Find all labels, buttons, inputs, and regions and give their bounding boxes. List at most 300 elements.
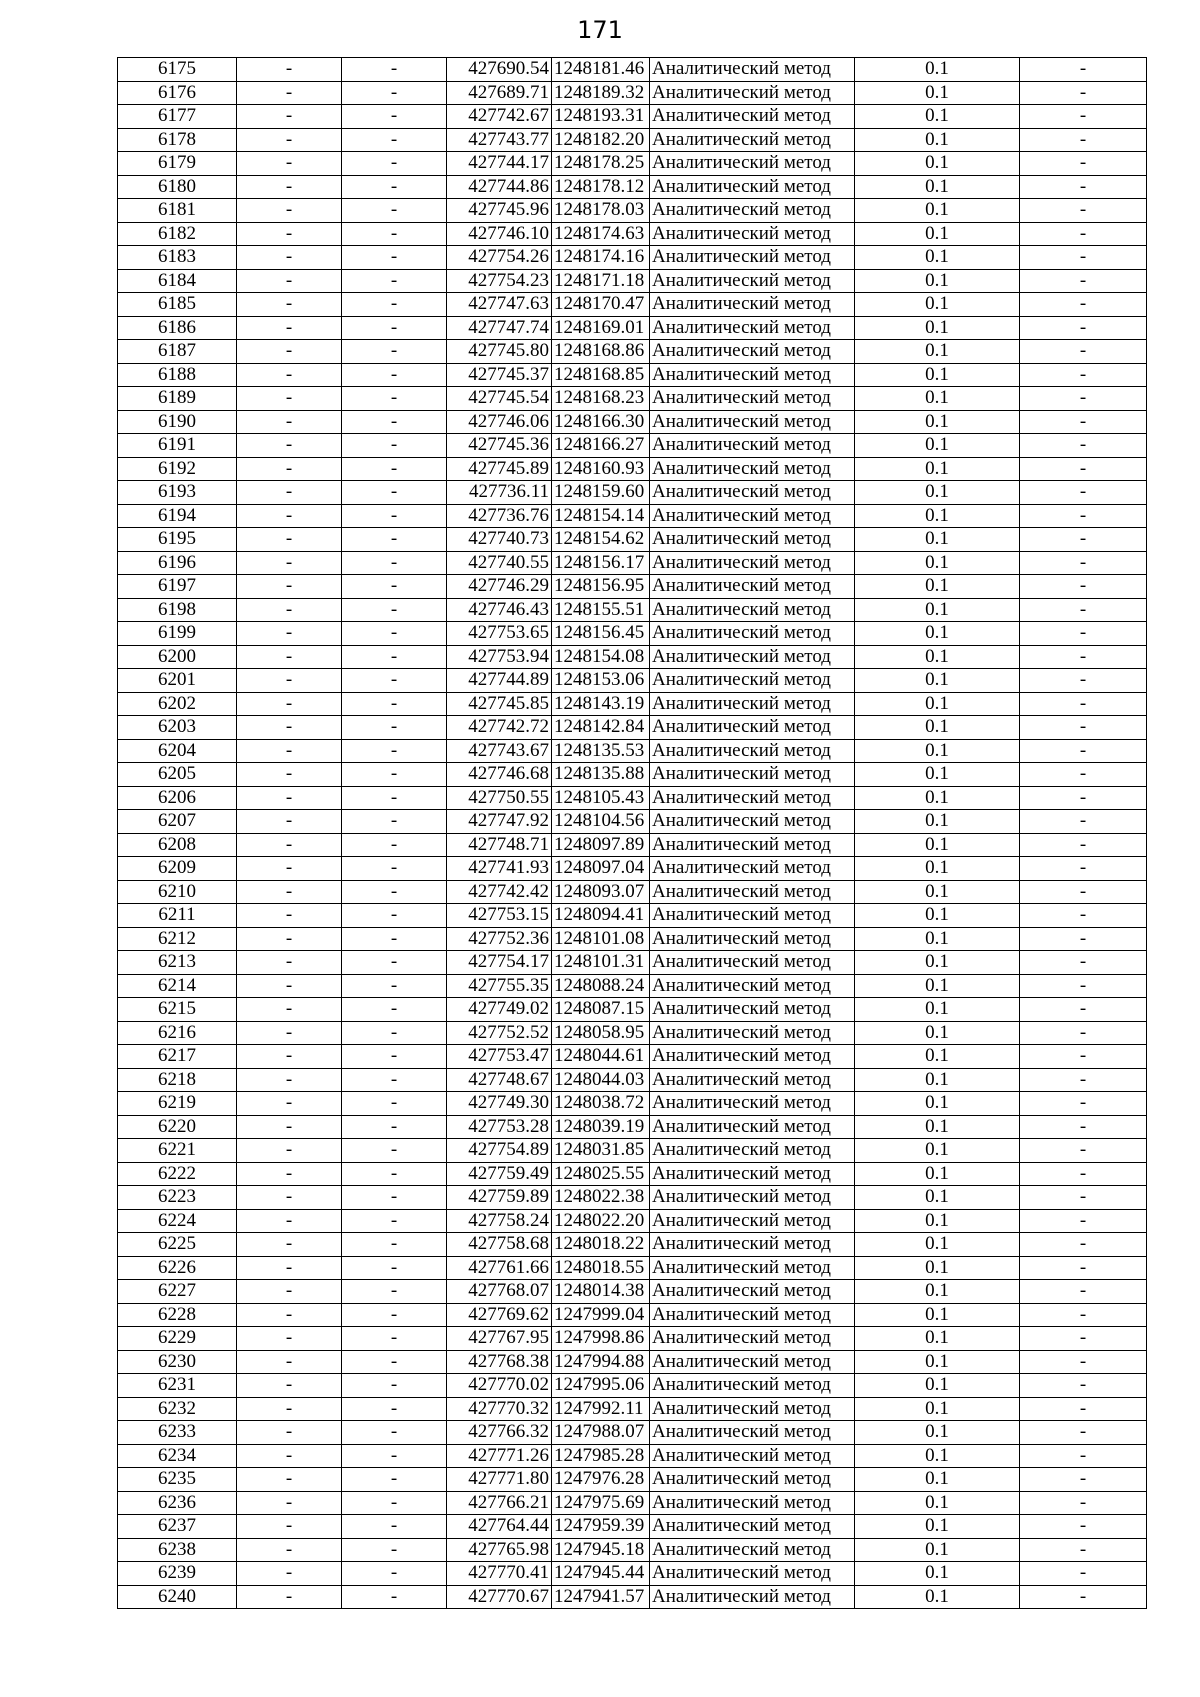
point-number-cell: 6193 <box>118 481 237 505</box>
point-number-cell: 6197 <box>118 575 237 599</box>
method-cell: Аналитический метод <box>650 152 855 176</box>
point-number-cell: 6214 <box>118 974 237 998</box>
empty-cell-a: - <box>237 1186 342 1210</box>
y-coordinate-cell: 1248160.93 <box>552 457 650 481</box>
accuracy-cell: 0.1 <box>855 340 1020 364</box>
table-row <box>118 669 1147 693</box>
table-row <box>118 998 1147 1022</box>
y-coordinate-cell: 1248174.63 <box>552 222 650 246</box>
method-cell: Аналитический метод <box>650 1021 855 1045</box>
table-row <box>118 833 1147 857</box>
accuracy-cell: 0.1 <box>855 504 1020 528</box>
accuracy-cell: 0.1 <box>855 927 1020 951</box>
table-row <box>118 175 1147 199</box>
table-row <box>118 645 1147 669</box>
method-cell: Аналитический метод <box>650 457 855 481</box>
accuracy-cell: 0.1 <box>855 1115 1020 1139</box>
empty-cell-a: - <box>237 927 342 951</box>
x-coordinate-cell: 427767.95 <box>447 1327 552 1351</box>
method-cell: Аналитический метод <box>650 1209 855 1233</box>
accuracy-cell: 0.1 <box>855 316 1020 340</box>
x-coordinate-cell: 427743.77 <box>447 128 552 152</box>
empty-cell-b: - <box>342 363 447 387</box>
empty-cell-a: - <box>237 880 342 904</box>
point-number-cell: 6213 <box>118 951 237 975</box>
x-coordinate-cell: 427749.30 <box>447 1092 552 1116</box>
empty-cell-c: - <box>1020 622 1147 646</box>
x-coordinate-cell: 427766.21 <box>447 1491 552 1515</box>
method-cell: Аналитический метод <box>650 269 855 293</box>
x-coordinate-cell: 427764.44 <box>447 1515 552 1539</box>
empty-cell-a: - <box>237 105 342 129</box>
point-number-cell: 6195 <box>118 528 237 552</box>
x-coordinate-cell: 427746.68 <box>447 763 552 787</box>
method-cell: Аналитический метод <box>650 410 855 434</box>
x-coordinate-cell: 427744.86 <box>447 175 552 199</box>
x-coordinate-cell: 427770.02 <box>447 1374 552 1398</box>
x-coordinate-cell: 427746.10 <box>447 222 552 246</box>
table-row <box>118 128 1147 152</box>
x-coordinate-cell: 427752.52 <box>447 1021 552 1045</box>
y-coordinate-cell: 1248166.30 <box>552 410 650 434</box>
table-row <box>118 1303 1147 1327</box>
method-cell: Аналитический метод <box>650 434 855 458</box>
point-number-cell: 6207 <box>118 810 237 834</box>
point-number-cell: 6178 <box>118 128 237 152</box>
empty-cell-b: - <box>342 1186 447 1210</box>
empty-cell-b: - <box>342 669 447 693</box>
method-cell: Аналитический метод <box>650 951 855 975</box>
empty-cell-a: - <box>237 481 342 505</box>
y-coordinate-cell: 1247985.28 <box>552 1444 650 1468</box>
empty-cell-c: - <box>1020 128 1147 152</box>
table-row <box>118 622 1147 646</box>
empty-cell-c: - <box>1020 1562 1147 1586</box>
method-cell: Аналитический метод <box>650 58 855 82</box>
accuracy-cell: 0.1 <box>855 1092 1020 1116</box>
table-row <box>118 1092 1147 1116</box>
point-number-cell: 6177 <box>118 105 237 129</box>
empty-cell-c: - <box>1020 880 1147 904</box>
y-coordinate-cell: 1248031.85 <box>552 1139 650 1163</box>
point-number-cell: 6208 <box>118 833 237 857</box>
empty-cell-b: - <box>342 1139 447 1163</box>
accuracy-cell: 0.1 <box>855 833 1020 857</box>
x-coordinate-cell: 427759.49 <box>447 1162 552 1186</box>
empty-cell-a: - <box>237 1115 342 1139</box>
y-coordinate-cell: 1248156.95 <box>552 575 650 599</box>
empty-cell-c: - <box>1020 105 1147 129</box>
method-cell: Аналитический метод <box>650 622 855 646</box>
accuracy-cell: 0.1 <box>855 81 1020 105</box>
empty-cell-a: - <box>237 81 342 105</box>
empty-cell-a: - <box>237 528 342 552</box>
empty-cell-a: - <box>237 739 342 763</box>
point-number-cell: 6175 <box>118 58 237 82</box>
x-coordinate-cell: 427765.98 <box>447 1538 552 1562</box>
accuracy-cell: 0.1 <box>855 481 1020 505</box>
method-cell: Аналитический метод <box>650 387 855 411</box>
y-coordinate-cell: 1248097.04 <box>552 857 650 881</box>
x-coordinate-cell: 427770.41 <box>447 1562 552 1586</box>
method-cell: Аналитический метод <box>650 81 855 105</box>
empty-cell-c: - <box>1020 1327 1147 1351</box>
empty-cell-b: - <box>342 692 447 716</box>
table-row <box>118 1350 1147 1374</box>
point-number-cell: 6198 <box>118 598 237 622</box>
y-coordinate-cell: 1247975.69 <box>552 1491 650 1515</box>
empty-cell-a: - <box>237 974 342 998</box>
x-coordinate-cell: 427770.67 <box>447 1585 552 1609</box>
x-coordinate-cell: 427748.71 <box>447 833 552 857</box>
accuracy-cell: 0.1 <box>855 974 1020 998</box>
empty-cell-a: - <box>237 1374 342 1398</box>
y-coordinate-cell: 1247959.39 <box>552 1515 650 1539</box>
x-coordinate-cell: 427742.67 <box>447 105 552 129</box>
point-number-cell: 6179 <box>118 152 237 176</box>
x-coordinate-cell: 427746.06 <box>447 410 552 434</box>
empty-cell-b: - <box>342 1538 447 1562</box>
empty-cell-a: - <box>237 316 342 340</box>
empty-cell-a: - <box>237 340 342 364</box>
empty-cell-b: - <box>342 645 447 669</box>
empty-cell-a: - <box>237 293 342 317</box>
empty-cell-b: - <box>342 763 447 787</box>
x-coordinate-cell: 427740.73 <box>447 528 552 552</box>
empty-cell-a: - <box>237 1139 342 1163</box>
y-coordinate-cell: 1248182.20 <box>552 128 650 152</box>
accuracy-cell: 0.1 <box>855 199 1020 223</box>
x-coordinate-cell: 427689.71 <box>447 81 552 105</box>
point-number-cell: 6192 <box>118 457 237 481</box>
method-cell: Аналитический метод <box>650 1139 855 1163</box>
empty-cell-c: - <box>1020 269 1147 293</box>
point-number-cell: 6205 <box>118 763 237 787</box>
point-number-cell: 6220 <box>118 1115 237 1139</box>
empty-cell-c: - <box>1020 340 1147 364</box>
accuracy-cell: 0.1 <box>855 739 1020 763</box>
accuracy-cell: 0.1 <box>855 622 1020 646</box>
table-row <box>118 199 1147 223</box>
table-row <box>118 1421 1147 1445</box>
empty-cell-a: - <box>237 1092 342 1116</box>
x-coordinate-cell: 427741.93 <box>447 857 552 881</box>
accuracy-cell: 0.1 <box>855 1209 1020 1233</box>
empty-cell-c: - <box>1020 1139 1147 1163</box>
empty-cell-a: - <box>237 598 342 622</box>
empty-cell-a: - <box>237 434 342 458</box>
x-coordinate-cell: 427768.38 <box>447 1350 552 1374</box>
empty-cell-a: - <box>237 1280 342 1304</box>
point-number-cell: 6229 <box>118 1327 237 1351</box>
accuracy-cell: 0.1 <box>855 551 1020 575</box>
table-row <box>118 880 1147 904</box>
y-coordinate-cell: 1248156.17 <box>552 551 650 575</box>
accuracy-cell: 0.1 <box>855 1303 1020 1327</box>
accuracy-cell: 0.1 <box>855 598 1020 622</box>
empty-cell-a: - <box>237 551 342 575</box>
y-coordinate-cell: 1247945.44 <box>552 1562 650 1586</box>
y-coordinate-cell: 1248022.38 <box>552 1186 650 1210</box>
empty-cell-c: - <box>1020 904 1147 928</box>
empty-cell-b: - <box>342 1162 447 1186</box>
x-coordinate-cell: 427749.02 <box>447 998 552 1022</box>
empty-cell-b: - <box>342 1233 447 1257</box>
point-number-cell: 6227 <box>118 1280 237 1304</box>
x-coordinate-cell: 427748.67 <box>447 1068 552 1092</box>
y-coordinate-cell: 1248171.18 <box>552 269 650 293</box>
y-coordinate-cell: 1248154.62 <box>552 528 650 552</box>
empty-cell-b: - <box>342 81 447 105</box>
y-coordinate-cell: 1248142.84 <box>552 716 650 740</box>
table-row <box>118 81 1147 105</box>
table-row <box>118 1397 1147 1421</box>
accuracy-cell: 0.1 <box>855 857 1020 881</box>
accuracy-cell: 0.1 <box>855 58 1020 82</box>
empty-cell-c: - <box>1020 481 1147 505</box>
empty-cell-b: - <box>342 105 447 129</box>
method-cell: Аналитический метод <box>650 716 855 740</box>
x-coordinate-cell: 427761.66 <box>447 1256 552 1280</box>
y-coordinate-cell: 1247941.57 <box>552 1585 650 1609</box>
y-coordinate-cell: 1248166.27 <box>552 434 650 458</box>
y-coordinate-cell: 1248087.15 <box>552 998 650 1022</box>
point-number-cell: 6209 <box>118 857 237 881</box>
empty-cell-c: - <box>1020 1021 1147 1045</box>
point-number-cell: 6233 <box>118 1421 237 1445</box>
table-row <box>118 434 1147 458</box>
method-cell: Аналитический метод <box>650 293 855 317</box>
accuracy-cell: 0.1 <box>855 246 1020 270</box>
empty-cell-b: - <box>342 833 447 857</box>
method-cell: Аналитический метод <box>650 1303 855 1327</box>
point-number-cell: 6185 <box>118 293 237 317</box>
method-cell: Аналитический метод <box>650 504 855 528</box>
empty-cell-a: - <box>237 1397 342 1421</box>
empty-cell-b: - <box>342 1350 447 1374</box>
method-cell: Аналитический метод <box>650 199 855 223</box>
point-number-cell: 6176 <box>118 81 237 105</box>
y-coordinate-cell: 1247945.18 <box>552 1538 650 1562</box>
accuracy-cell: 0.1 <box>855 1233 1020 1257</box>
empty-cell-b: - <box>342 199 447 223</box>
coordinates-table <box>117 57 1147 1609</box>
method-cell: Аналитический метод <box>650 575 855 599</box>
x-coordinate-cell: 427759.89 <box>447 1186 552 1210</box>
table-row <box>118 974 1147 998</box>
x-coordinate-cell: 427736.76 <box>447 504 552 528</box>
empty-cell-b: - <box>342 575 447 599</box>
point-number-cell: 6225 <box>118 1233 237 1257</box>
accuracy-cell: 0.1 <box>855 645 1020 669</box>
y-coordinate-cell: 1247976.28 <box>552 1468 650 1492</box>
y-coordinate-cell: 1248159.60 <box>552 481 650 505</box>
y-coordinate-cell: 1248101.08 <box>552 927 650 951</box>
table-body <box>118 58 1147 1609</box>
empty-cell-a: - <box>237 1585 342 1609</box>
empty-cell-b: - <box>342 622 447 646</box>
empty-cell-a: - <box>237 1045 342 1069</box>
empty-cell-c: - <box>1020 692 1147 716</box>
y-coordinate-cell: 1248097.89 <box>552 833 650 857</box>
y-coordinate-cell: 1247998.86 <box>552 1327 650 1351</box>
x-coordinate-cell: 427745.96 <box>447 199 552 223</box>
table-row <box>118 504 1147 528</box>
empty-cell-b: - <box>342 222 447 246</box>
accuracy-cell: 0.1 <box>855 904 1020 928</box>
empty-cell-a: - <box>237 363 342 387</box>
accuracy-cell: 0.1 <box>855 1374 1020 1398</box>
x-coordinate-cell: 427771.80 <box>447 1468 552 1492</box>
empty-cell-a: - <box>237 1256 342 1280</box>
empty-cell-c: - <box>1020 951 1147 975</box>
empty-cell-c: - <box>1020 1491 1147 1515</box>
accuracy-cell: 0.1 <box>855 1162 1020 1186</box>
table-row <box>118 1139 1147 1163</box>
x-coordinate-cell: 427753.65 <box>447 622 552 646</box>
empty-cell-b: - <box>342 1374 447 1398</box>
y-coordinate-cell: 1248088.24 <box>552 974 650 998</box>
y-coordinate-cell: 1248039.19 <box>552 1115 650 1139</box>
empty-cell-a: - <box>237 1303 342 1327</box>
method-cell: Аналитический метод <box>650 1444 855 1468</box>
empty-cell-a: - <box>237 575 342 599</box>
x-coordinate-cell: 427744.17 <box>447 152 552 176</box>
table-row <box>118 387 1147 411</box>
method-cell: Аналитический метод <box>650 1562 855 1586</box>
method-cell: Аналитический метод <box>650 1233 855 1257</box>
empty-cell-a: - <box>237 786 342 810</box>
x-coordinate-cell: 427736.11 <box>447 481 552 505</box>
x-coordinate-cell: 427750.55 <box>447 786 552 810</box>
empty-cell-a: - <box>237 904 342 928</box>
point-number-cell: 6236 <box>118 1491 237 1515</box>
method-cell: Аналитический метод <box>650 1045 855 1069</box>
table-row <box>118 598 1147 622</box>
accuracy-cell: 0.1 <box>855 1515 1020 1539</box>
empty-cell-a: - <box>237 1538 342 1562</box>
y-coordinate-cell: 1248153.06 <box>552 669 650 693</box>
method-cell: Аналитический метод <box>650 1585 855 1609</box>
empty-cell-b: - <box>342 1303 447 1327</box>
empty-cell-c: - <box>1020 1280 1147 1304</box>
empty-cell-c: - <box>1020 1068 1147 1092</box>
empty-cell-c: - <box>1020 199 1147 223</box>
y-coordinate-cell: 1248105.43 <box>552 786 650 810</box>
point-number-cell: 6215 <box>118 998 237 1022</box>
empty-cell-c: - <box>1020 1397 1147 1421</box>
point-number-cell: 6189 <box>118 387 237 411</box>
empty-cell-a: - <box>237 58 342 82</box>
table-row <box>118 1374 1147 1398</box>
point-number-cell: 6190 <box>118 410 237 434</box>
point-number-cell: 6201 <box>118 669 237 693</box>
empty-cell-b: - <box>342 387 447 411</box>
y-coordinate-cell: 1248025.55 <box>552 1162 650 1186</box>
y-coordinate-cell: 1248154.08 <box>552 645 650 669</box>
empty-cell-a: - <box>237 1327 342 1351</box>
y-coordinate-cell: 1248154.14 <box>552 504 650 528</box>
empty-cell-a: - <box>237 387 342 411</box>
accuracy-cell: 0.1 <box>855 763 1020 787</box>
y-coordinate-cell: 1248178.12 <box>552 175 650 199</box>
empty-cell-c: - <box>1020 1115 1147 1139</box>
empty-cell-c: - <box>1020 1186 1147 1210</box>
y-coordinate-cell: 1248101.31 <box>552 951 650 975</box>
y-coordinate-cell: 1248189.32 <box>552 81 650 105</box>
method-cell: Аналитический метод <box>650 1186 855 1210</box>
empty-cell-b: - <box>342 1397 447 1421</box>
table-row <box>118 692 1147 716</box>
table-row <box>118 739 1147 763</box>
empty-cell-a: - <box>237 1233 342 1257</box>
method-cell: Аналитический метод <box>650 786 855 810</box>
empty-cell-b: - <box>342 810 447 834</box>
table-row <box>118 1068 1147 1092</box>
empty-cell-c: - <box>1020 363 1147 387</box>
empty-cell-c: - <box>1020 763 1147 787</box>
empty-cell-a: - <box>237 622 342 646</box>
method-cell: Аналитический метод <box>650 645 855 669</box>
method-cell: Аналитический метод <box>650 528 855 552</box>
empty-cell-c: - <box>1020 1303 1147 1327</box>
empty-cell-b: - <box>342 1562 447 1586</box>
point-number-cell: 6221 <box>118 1139 237 1163</box>
accuracy-cell: 0.1 <box>855 786 1020 810</box>
method-cell: Аналитический метод <box>650 175 855 199</box>
empty-cell-b: - <box>342 951 447 975</box>
method-cell: Аналитический метод <box>650 1421 855 1445</box>
y-coordinate-cell: 1248022.20 <box>552 1209 650 1233</box>
table-row <box>118 1021 1147 1045</box>
empty-cell-b: - <box>342 904 447 928</box>
empty-cell-b: - <box>342 1585 447 1609</box>
empty-cell-a: - <box>237 1350 342 1374</box>
x-coordinate-cell: 427745.36 <box>447 434 552 458</box>
empty-cell-c: - <box>1020 998 1147 1022</box>
table-row <box>118 1209 1147 1233</box>
accuracy-cell: 0.1 <box>855 1327 1020 1351</box>
point-number-cell: 6240 <box>118 1585 237 1609</box>
point-number-cell: 6181 <box>118 199 237 223</box>
y-coordinate-cell: 1248168.86 <box>552 340 650 364</box>
method-cell: Аналитический метод <box>650 857 855 881</box>
table-row <box>118 857 1147 881</box>
accuracy-cell: 0.1 <box>855 1021 1020 1045</box>
empty-cell-b: - <box>342 1256 447 1280</box>
accuracy-cell: 0.1 <box>855 1421 1020 1445</box>
accuracy-cell: 0.1 <box>855 1256 1020 1280</box>
y-coordinate-cell: 1248093.07 <box>552 880 650 904</box>
accuracy-cell: 0.1 <box>855 1538 1020 1562</box>
x-coordinate-cell: 427755.35 <box>447 974 552 998</box>
empty-cell-a: - <box>237 504 342 528</box>
accuracy-cell: 0.1 <box>855 175 1020 199</box>
y-coordinate-cell: 1248135.88 <box>552 763 650 787</box>
method-cell: Аналитический метод <box>650 1374 855 1398</box>
empty-cell-c: - <box>1020 1538 1147 1562</box>
empty-cell-b: - <box>342 1068 447 1092</box>
method-cell: Аналитический метод <box>650 998 855 1022</box>
point-number-cell: 6234 <box>118 1444 237 1468</box>
y-coordinate-cell: 1248181.46 <box>552 58 650 82</box>
empty-cell-b: - <box>342 504 447 528</box>
y-coordinate-cell: 1248135.53 <box>552 739 650 763</box>
accuracy-cell: 0.1 <box>855 1139 1020 1163</box>
empty-cell-b: - <box>342 1491 447 1515</box>
accuracy-cell: 0.1 <box>855 810 1020 834</box>
y-coordinate-cell: 1248044.03 <box>552 1068 650 1092</box>
